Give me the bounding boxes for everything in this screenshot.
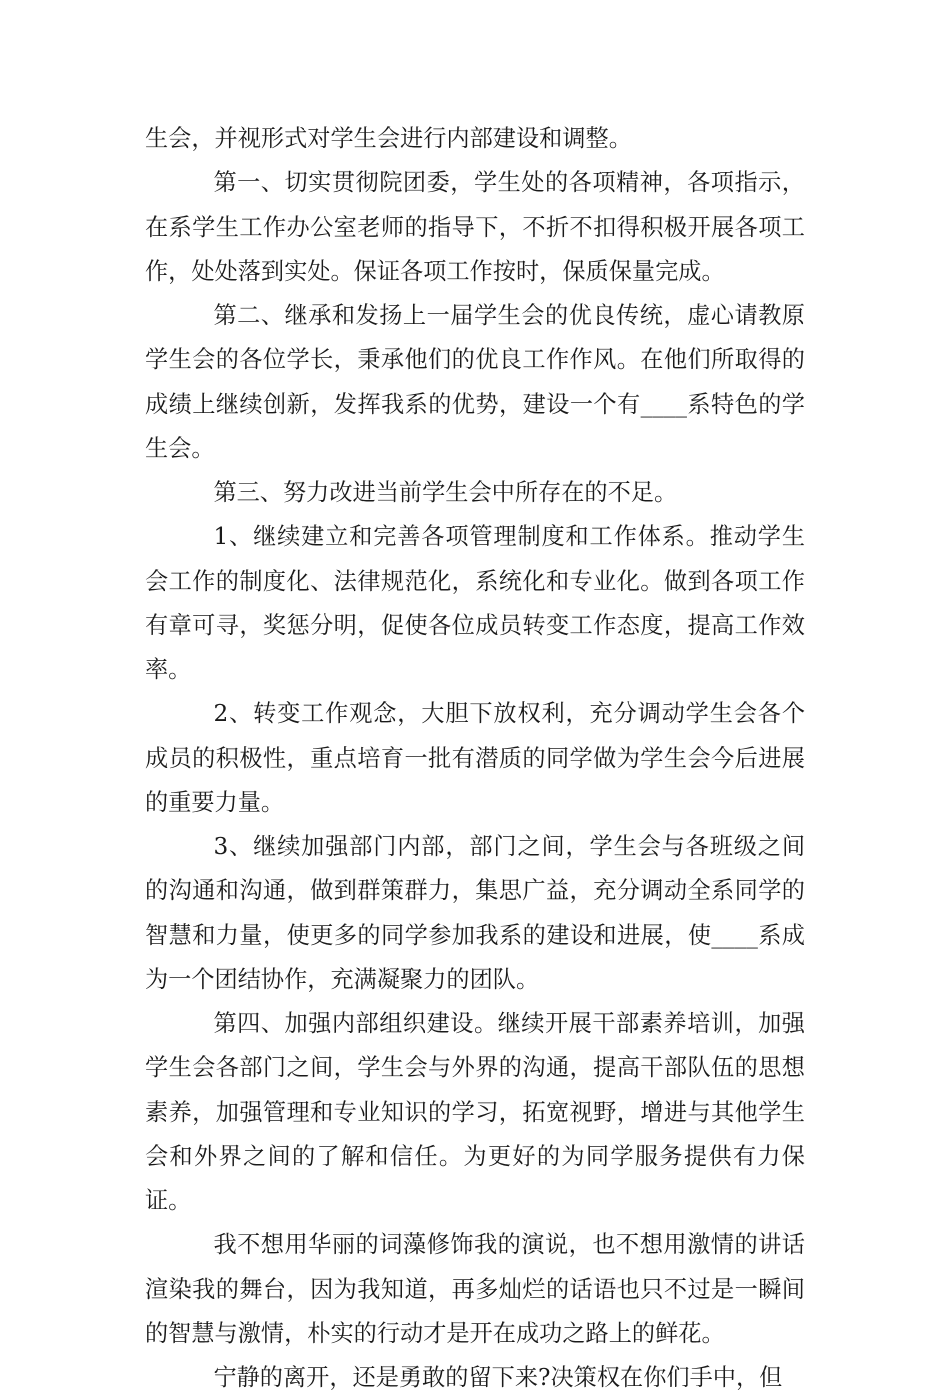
paragraph: 第二、继承和发扬上一届学生会的优良传统，虚心请教原学生会的各位学长，秉承他们的优良工作作风。在他们所取得的成绩上继续创新，发挥我系的优势，建设一个有____系特色的学生会。 bbox=[145, 302, 805, 462]
paragraph: 3、继续加强部门内部，部门之间，学生会与各班级之间的沟通和沟通，做到群策群力，集思广益，充分调动全系同学的智慧和力量，使更多的同学参加我系的建设和进展，使____系成为一个团结协作，充满凝聚力的团队。 bbox=[145, 833, 805, 993]
paragraph: 我不想用华丽的词藻修饰我的演说，也不想用激情的讲话渲染我的舞台，因为我知道，再多灿烂的话语也只不过是一瞬间的智慧与激情，朴实的行动才是开在成功之路上的鲜花。 bbox=[145, 1231, 805, 1347]
paragraph: 生会，并视形式对学生会进行内部建设和调整。 bbox=[145, 125, 632, 152]
paragraph: 2、转变工作观念，大胆下放权利，充分调动学生会各个成员的积极性，重点培育一批有潜质的同学做为学生会今后进展的重要力量。 bbox=[145, 700, 805, 816]
paragraph: 第一、切实贯彻院团委，学生处的各项精神，各项指示，在系学生工作办公室老师的指导下，不折不扣得积极开展各项工作，处处落到实处。保证各项工作按时，保质保量完成。 bbox=[145, 169, 805, 285]
paragraph: 第三、努力改进当前学生会中所存在的不足。 bbox=[213, 479, 678, 506]
paragraph: 宁静的离开，还是勇敢的留下来?决策权在你们手中，但 bbox=[213, 1364, 783, 1391]
document-body bbox=[145, 117, 805, 1400]
paragraph: 1、继续建立和完善各项管理制度和工作体系。推动学生会工作的制度化、法律规范化，系统化和专业化。做到各项工作有章可寻，奖惩分明，促使各位成员转变工作态度，提高工作效率。 bbox=[145, 523, 805, 683]
paragraph: 第四、加强内部组织建设。继续开展干部素养培训，加强学生会各部门之间，学生会与外界的沟通，提高干部队伍的思想素养，加强管理和专业知识的学习，拓宽视野，增进与其他学生会和外界之间的了解和信任。为更好的为同学服务提供有力保证。 bbox=[145, 1010, 805, 1214]
